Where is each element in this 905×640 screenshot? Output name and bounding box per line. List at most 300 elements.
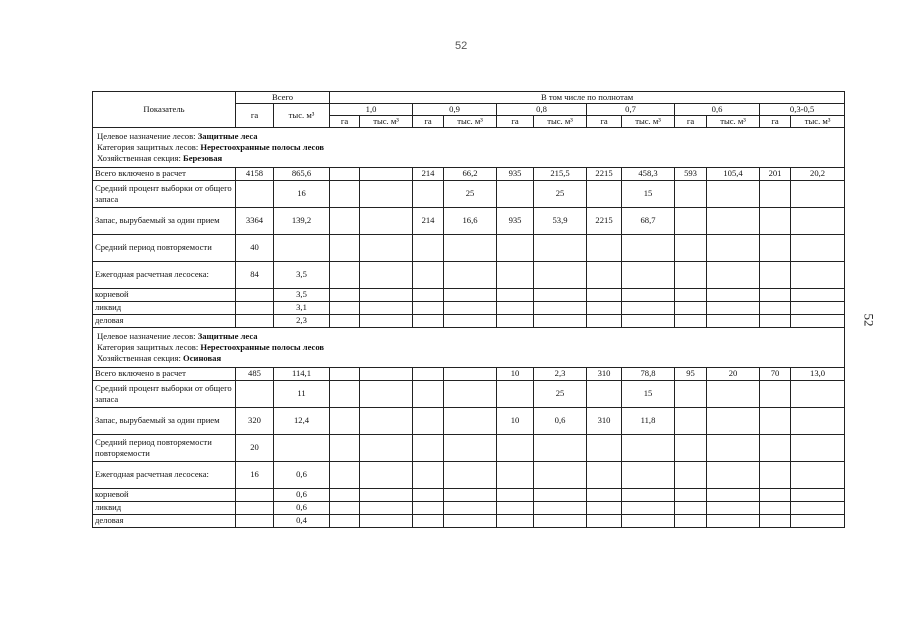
table-cell — [497, 434, 534, 461]
table-cell — [413, 234, 444, 261]
table-cell — [413, 514, 444, 527]
table-cell — [675, 434, 707, 461]
table-header — [93, 92, 845, 128]
total-ha-header: га — [236, 104, 274, 128]
section-category — [97, 142, 840, 153]
table-cell: 16 — [274, 180, 330, 207]
row-label: Ежегодная расчетная лесосека: — [93, 461, 236, 488]
table-cell — [534, 434, 587, 461]
table-cell — [360, 514, 413, 527]
density-header: 0,9 — [413, 104, 497, 116]
table-cell — [707, 180, 760, 207]
table-cell — [360, 234, 413, 261]
section-purpose — [97, 331, 840, 342]
table-cell — [622, 261, 675, 288]
table-cell — [497, 288, 534, 301]
table-cell: 320 — [236, 407, 274, 434]
section-name-value: Березовая — [183, 152, 223, 163]
table-cell — [534, 234, 587, 261]
table-cell: 2215 — [587, 207, 622, 234]
row-label: корневой — [93, 488, 236, 501]
table-cell — [791, 488, 845, 501]
table-cell — [360, 407, 413, 434]
table-cell: 214 — [413, 207, 444, 234]
table-cell — [497, 514, 534, 527]
unit-ha-header: га — [413, 115, 444, 127]
table-cell — [497, 501, 534, 514]
table-cell — [707, 207, 760, 234]
table-cell: 12,4 — [274, 407, 330, 434]
table-cell — [675, 407, 707, 434]
table-cell: 95 — [675, 367, 707, 380]
table-cell — [534, 314, 587, 327]
table-row — [93, 167, 845, 180]
table-cell — [444, 288, 497, 301]
table-cell — [330, 407, 360, 434]
row-label: Запас, вырубаемый за один прием — [93, 207, 236, 234]
row-label: Средний период повторяемости повторяемости — [93, 434, 236, 461]
table-cell — [330, 501, 360, 514]
row-label: Средний процент выборки от общего запаса — [93, 180, 236, 207]
table-cell — [236, 501, 274, 514]
table-row — [93, 488, 845, 501]
table-cell — [236, 180, 274, 207]
table-cell — [707, 488, 760, 501]
row-label: Средний период повторяемости — [93, 234, 236, 261]
table-row — [93, 380, 845, 407]
table-cell — [444, 434, 497, 461]
table-cell — [707, 380, 760, 407]
table-cell — [675, 207, 707, 234]
table-cell — [444, 380, 497, 407]
total-m3-header: тыс. м³ — [274, 104, 330, 128]
table-cell — [330, 434, 360, 461]
table-cell — [444, 501, 497, 514]
table-cell: 310 — [587, 407, 622, 434]
section-name-label: Хозяйственная секция: — [97, 352, 181, 363]
table-cell — [675, 288, 707, 301]
table-row — [93, 367, 845, 380]
row-label: деловая — [93, 314, 236, 327]
table-cell — [330, 301, 360, 314]
table-cell: 0,6 — [274, 461, 330, 488]
table-cell: 114,1 — [274, 367, 330, 380]
table-cell — [587, 234, 622, 261]
table-cell — [622, 488, 675, 501]
table-cell — [760, 288, 791, 301]
table-cell: 84 — [236, 261, 274, 288]
table-cell — [675, 234, 707, 261]
table-cell — [707, 301, 760, 314]
table-cell: 20 — [707, 367, 760, 380]
table-cell: 40 — [236, 234, 274, 261]
table-cell: 139,2 — [274, 207, 330, 234]
row-label: ликвид — [93, 301, 236, 314]
table-cell: 201 — [760, 167, 791, 180]
table-cell — [707, 461, 760, 488]
table-row — [93, 314, 845, 327]
table-cell — [707, 514, 760, 527]
table-cell — [534, 288, 587, 301]
table-cell — [791, 501, 845, 514]
table-row — [93, 407, 845, 434]
table-cell — [236, 514, 274, 527]
table-cell: 0,6 — [534, 407, 587, 434]
table-cell — [760, 301, 791, 314]
table-cell: 78,8 — [622, 367, 675, 380]
by-density-header: В том числе по полнотам — [330, 92, 845, 104]
table-cell — [330, 261, 360, 288]
page-number-top: 52 — [455, 40, 468, 52]
table-cell — [791, 380, 845, 407]
unit-m3-header: тыс. м³ — [360, 115, 413, 127]
table-cell — [587, 180, 622, 207]
section-category-value: Нерестоохранные полосы лесов — [200, 141, 325, 152]
table-cell: 10 — [497, 367, 534, 380]
table-cell — [497, 234, 534, 261]
table-cell — [707, 407, 760, 434]
table-cell — [497, 380, 534, 407]
table-cell — [444, 461, 497, 488]
table-cell — [760, 261, 791, 288]
table-cell — [497, 301, 534, 314]
table-cell — [360, 380, 413, 407]
table-row — [93, 261, 845, 288]
section-purpose — [97, 131, 840, 142]
table-cell — [330, 461, 360, 488]
table-cell — [360, 301, 413, 314]
table-cell — [707, 434, 760, 461]
table-cell: 25 — [534, 180, 587, 207]
table-cell — [587, 501, 622, 514]
table-cell — [444, 407, 497, 434]
table-cell: 68,7 — [622, 207, 675, 234]
table-cell — [675, 488, 707, 501]
table-cell — [760, 407, 791, 434]
table-cell — [330, 514, 360, 527]
row-label: Средний процент выборки от общего запаса — [93, 380, 236, 407]
table-cell — [622, 288, 675, 301]
table-cell — [622, 514, 675, 527]
table-cell: 3364 — [236, 207, 274, 234]
table-cell: 0,6 — [274, 501, 330, 514]
unit-ha-header: га — [760, 115, 791, 127]
table-cell — [444, 261, 497, 288]
section-purpose-value: Защитные леса — [197, 130, 258, 141]
table-cell — [413, 380, 444, 407]
table-cell — [413, 314, 444, 327]
row-label: Всего включено в расчет — [93, 167, 236, 180]
table-cell — [444, 234, 497, 261]
table-cell — [444, 514, 497, 527]
table-cell — [413, 367, 444, 380]
table-cell — [622, 434, 675, 461]
section-header — [93, 127, 845, 167]
table-cell — [760, 461, 791, 488]
section-header — [93, 327, 845, 367]
table-cell — [587, 488, 622, 501]
table-cell — [791, 407, 845, 434]
table-cell — [360, 207, 413, 234]
table-row — [93, 501, 845, 514]
table-cell — [274, 434, 330, 461]
unit-ha-header: га — [675, 115, 707, 127]
table-cell — [413, 501, 444, 514]
table-cell — [360, 501, 413, 514]
section-purpose-label: Целевое назначение лесов: — [97, 130, 196, 141]
table-cell — [330, 367, 360, 380]
unit-ha-header: га — [587, 115, 622, 127]
table-cell: 25 — [534, 380, 587, 407]
table-cell — [707, 501, 760, 514]
total-header: Всего — [236, 92, 330, 104]
table-cell — [760, 434, 791, 461]
table-cell: 105,4 — [707, 167, 760, 180]
table-cell: 3,5 — [274, 288, 330, 301]
table-cell — [413, 261, 444, 288]
table-cell: 593 — [675, 167, 707, 180]
table-cell — [707, 261, 760, 288]
table-cell — [534, 488, 587, 501]
table-cell — [497, 314, 534, 327]
table-cell — [707, 288, 760, 301]
table-cell: 16 — [236, 461, 274, 488]
table-cell — [791, 314, 845, 327]
section-header-row — [93, 127, 845, 167]
table-cell — [760, 314, 791, 327]
table-row — [93, 207, 845, 234]
table-cell — [360, 488, 413, 501]
table-cell: 2,3 — [274, 314, 330, 327]
table-cell — [413, 488, 444, 501]
table-cell — [760, 207, 791, 234]
table-cell — [622, 234, 675, 261]
table-cell — [413, 407, 444, 434]
table-cell — [330, 180, 360, 207]
unit-m3-header: тыс. м³ — [707, 115, 760, 127]
table-cell: 11 — [274, 380, 330, 407]
table-row — [93, 288, 845, 301]
table-cell — [675, 314, 707, 327]
table-cell — [534, 501, 587, 514]
section-purpose-value: Защитные леса — [197, 330, 258, 341]
table-cell: 935 — [497, 207, 534, 234]
table-cell — [360, 180, 413, 207]
table-cell — [622, 301, 675, 314]
row-label: корневой — [93, 288, 236, 301]
section-name — [97, 353, 840, 364]
table-cell: 16,6 — [444, 207, 497, 234]
table-cell — [330, 380, 360, 407]
section-category-value: Нерестоохранные полосы лесов — [200, 341, 325, 352]
table-cell: 25 — [444, 180, 497, 207]
table-cell — [675, 514, 707, 527]
table-cell — [330, 314, 360, 327]
table-cell: 66,2 — [444, 167, 497, 180]
table-cell: 0,6 — [274, 488, 330, 501]
table-cell — [791, 514, 845, 527]
table-cell — [534, 261, 587, 288]
table-cell: 458,3 — [622, 167, 675, 180]
page-number-side: 52 — [861, 313, 877, 327]
table-cell — [236, 314, 274, 327]
table-cell: 10 — [497, 407, 534, 434]
table-cell — [587, 380, 622, 407]
table-cell — [236, 288, 274, 301]
indicator-header: Показатель — [93, 92, 236, 128]
table-cell — [330, 167, 360, 180]
table-row — [93, 514, 845, 527]
table-cell: 215,5 — [534, 167, 587, 180]
table-cell — [413, 301, 444, 314]
row-label: Ежегодная расчетная лесосека: — [93, 261, 236, 288]
table-cell — [330, 288, 360, 301]
table-cell — [587, 514, 622, 527]
section-category-label: Категория защитных лесов: — [97, 341, 199, 352]
table-cell: 4158 — [236, 167, 274, 180]
table-cell — [760, 180, 791, 207]
row-label: Всего включено в расчет — [93, 367, 236, 380]
density-header: 1,0 — [330, 104, 413, 116]
table-cell — [760, 501, 791, 514]
table-cell — [360, 261, 413, 288]
table-cell — [534, 301, 587, 314]
table-cell — [791, 461, 845, 488]
table-row — [93, 180, 845, 207]
table-cell — [360, 288, 413, 301]
table-cell — [707, 314, 760, 327]
row-label: деловая — [93, 514, 236, 527]
table-cell — [675, 501, 707, 514]
table-cell — [497, 461, 534, 488]
density-header: 0,3-0,5 — [760, 104, 845, 116]
table-cell — [413, 434, 444, 461]
table-cell — [675, 380, 707, 407]
table-cell — [675, 261, 707, 288]
table-cell: 53,9 — [534, 207, 587, 234]
table-cell: 3,1 — [274, 301, 330, 314]
unit-m3-header: тыс. м³ — [622, 115, 675, 127]
table-cell — [444, 314, 497, 327]
table-cell — [236, 488, 274, 501]
table-cell — [760, 488, 791, 501]
section-name-value: Осиновая — [183, 352, 222, 363]
density-header: 0,6 — [675, 104, 760, 116]
table-cell — [413, 288, 444, 301]
table-cell — [791, 301, 845, 314]
table-cell — [587, 461, 622, 488]
unit-m3-header: тыс. м³ — [444, 115, 497, 127]
table-cell — [444, 488, 497, 501]
table-cell — [534, 461, 587, 488]
table-cell — [497, 488, 534, 501]
table-row — [93, 301, 845, 314]
table-cell — [622, 314, 675, 327]
table-cell — [760, 514, 791, 527]
table-cell — [587, 301, 622, 314]
density-header: 0,7 — [587, 104, 675, 116]
table-cell — [236, 380, 274, 407]
table-cell — [760, 234, 791, 261]
table-cell — [791, 234, 845, 261]
table-cell — [791, 434, 845, 461]
table-cell — [413, 461, 444, 488]
table-cell: 865,6 — [274, 167, 330, 180]
table-cell — [675, 180, 707, 207]
table-cell — [587, 314, 622, 327]
forest-table — [92, 91, 845, 528]
table-cell: 214 — [413, 167, 444, 180]
table-row — [93, 434, 845, 461]
table-cell — [791, 261, 845, 288]
density-header: 0,8 — [497, 104, 587, 116]
table-cell: 0,4 — [274, 514, 330, 527]
unit-m3-header: тыс. м³ — [791, 115, 845, 127]
table-cell — [760, 380, 791, 407]
row-label: ликвид — [93, 501, 236, 514]
section-name — [97, 153, 840, 164]
table-cell — [444, 301, 497, 314]
unit-ha-header: га — [330, 115, 360, 127]
table-cell — [497, 261, 534, 288]
table-cell — [236, 301, 274, 314]
table-cell: 935 — [497, 167, 534, 180]
table-cell — [791, 180, 845, 207]
table-cell — [444, 367, 497, 380]
table-cell — [274, 234, 330, 261]
table-cell — [360, 167, 413, 180]
table-cell: 11,8 — [622, 407, 675, 434]
table-cell — [330, 488, 360, 501]
table-cell — [675, 301, 707, 314]
table-cell: 13,0 — [791, 367, 845, 380]
table-body — [93, 127, 845, 527]
table-cell — [587, 261, 622, 288]
table-cell — [587, 434, 622, 461]
table-cell: 20 — [236, 434, 274, 461]
table-cell — [330, 207, 360, 234]
table-cell: 485 — [236, 367, 274, 380]
unit-ha-header: га — [497, 115, 534, 127]
table-cell — [791, 288, 845, 301]
table-cell — [360, 461, 413, 488]
table-cell — [330, 234, 360, 261]
section-purpose-label: Целевое назначение лесов: — [97, 330, 196, 341]
table-cell — [622, 461, 675, 488]
table-cell: 2215 — [587, 167, 622, 180]
table-row — [93, 461, 845, 488]
table-cell — [622, 501, 675, 514]
table-cell: 15 — [622, 180, 675, 207]
table-cell — [413, 180, 444, 207]
table-cell — [360, 314, 413, 327]
section-header-row — [93, 327, 845, 367]
unit-m3-header: тыс. м³ — [534, 115, 587, 127]
table-cell: 15 — [622, 380, 675, 407]
table-cell — [360, 367, 413, 380]
row-label: Запас, вырубаемый за один прием — [93, 407, 236, 434]
table-cell — [497, 180, 534, 207]
table-cell — [707, 234, 760, 261]
table-cell — [675, 461, 707, 488]
table-cell: 3,5 — [274, 261, 330, 288]
table-row — [93, 234, 845, 261]
table-cell — [534, 514, 587, 527]
table-cell: 2,3 — [534, 367, 587, 380]
table-cell — [587, 288, 622, 301]
table-cell — [360, 434, 413, 461]
section-name-label: Хозяйственная секция: — [97, 152, 181, 163]
